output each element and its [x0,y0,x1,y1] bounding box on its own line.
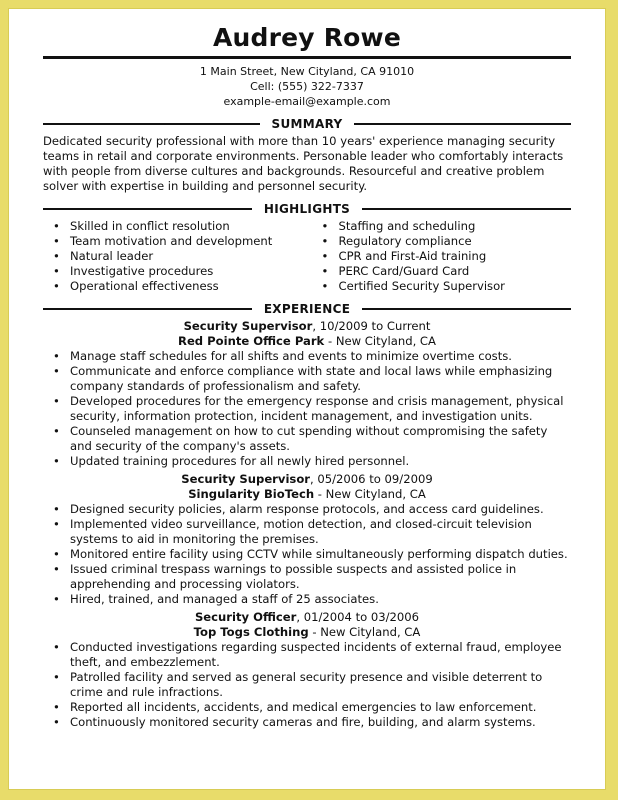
name-divider [43,56,571,59]
list-item: • CPR and First-Aid training [338,249,571,264]
job-company-line [43,334,571,349]
highlights-heading [43,202,571,216]
heading-rule-right [362,308,571,310]
job-title-line [43,610,571,625]
heading-rule-right [362,208,571,210]
contact-block [43,64,571,109]
list-item: • Communicate and enforce compliance with state and local laws while emphasizing company standards of professionalism and safety. [70,364,571,394]
job-dates: , 10/2009 to Current [312,319,431,333]
list-item: • Operational effectiveness [70,279,311,294]
heading-rule-left [43,208,252,210]
company-location: - New Cityland, CA [324,334,436,348]
job-duties [43,502,571,607]
list-item: • Skilled in conflict resolution [70,219,311,234]
list-item: • Developed procedures for the emergency response and crisis management, physical security, information protection, incident management, and investigation units. [70,394,571,424]
address: 1 Main Street, New Cityland, CA 91010 [199,65,415,78]
list-item: • Updated training procedures for all newly hired personnel. [70,454,571,469]
job-role: Security Officer [194,610,297,624]
job-dates: , 01/2004 to 03/2006 [296,610,420,624]
summary-title: SUMMARY [271,117,343,131]
list-item: • Hired, trained, and managed a staff of 25 associates. [70,592,571,607]
experience-title: EXPERIENCE [263,302,351,316]
job-dates: , 05/2006 to 09/2009 [310,472,433,486]
company-name: Top Togs Clothing [193,625,309,639]
list-item: • Manage staff schedules for all shifts and events to minimize overtime costs. [70,349,571,364]
job-role: Security Supervisor [183,319,313,333]
job-entry [43,319,571,469]
list-item: • Natural leader [70,249,311,264]
company-name: Red Pointe Office Park [178,334,325,348]
job-entry [43,472,571,607]
list-item: • PERC Card/Guard Card [338,264,571,279]
list-item: • Regulatory compliance [338,234,571,249]
highlights-columns [43,219,571,294]
heading-rule-right [354,123,571,125]
highlights-title: HIGHLIGHTS [263,202,351,216]
experience-heading [43,302,571,316]
list-item: • Team motivation and development [70,234,311,249]
heading-rule-left [43,123,260,125]
job-duties [43,640,571,730]
highlights-right-list [311,219,571,294]
summary-text: Dedicated security professional with more than 10 years' experience managing security teams in retail and corporate environments. Personable leader who comfortably interacts with people from diverse cultures and backgrounds. Resourceful and creative problem solver with expertise in building and personnel security. [43,134,564,193]
resume-page [8,8,606,790]
list-item: • Investigative procedures [70,264,311,279]
job-title-line [43,319,571,334]
job-company-line [43,625,571,640]
cell-phone: Cell: (555) 322-7337 [250,80,364,93]
summary-heading [43,117,571,131]
highlights-left-list [43,219,311,294]
list-item: • Staffing and scheduling [338,219,571,234]
company-name: Singularity BioTech [188,487,315,501]
list-item: • Conducted investigations regarding suspected incidents of external fraud, employee theft, and embezzlement. [70,640,571,670]
list-item: • Monitored entire facility using CCTV while simultaneously performing dispatch duties. [70,547,571,562]
list-item: • Implemented video surveillance, motion detection, and closed-circuit television systems to aid in monitoring the premises. [70,517,571,547]
list-item: • Continuously monitored security cameras and fire, building, and alarm systems. [70,715,571,730]
list-item: • Patrolled facility and served as general security presence and visible deterrent to crime and rule infractions. [70,670,571,700]
company-location: - New Cityland, CA [314,487,426,501]
job-duties [43,349,571,469]
job-role: Security Supervisor [181,472,311,486]
job-company-line [43,487,571,502]
list-item: • Reported all incidents, accidents, and medical emergencies to law enforcement. [70,700,571,715]
list-item: • Designed security policies, alarm response protocols, and access card guidelines. [70,502,571,517]
heading-rule-left [43,308,252,310]
job-entry [43,610,571,730]
job-title-line [43,472,571,487]
list-item: • Counseled management on how to cut spending without compromising the safety and security of the company's assets. [70,424,571,454]
list-item: • Issued criminal trespass warnings to possible suspects and assisted police in apprehending and processing violators. [70,562,571,592]
company-location: - New Cityland, CA [308,625,421,639]
email: example-email@example.com [223,95,391,108]
candidate-name: Audrey Rowe [212,23,401,52]
list-item: • Certified Security Supervisor [338,279,571,294]
